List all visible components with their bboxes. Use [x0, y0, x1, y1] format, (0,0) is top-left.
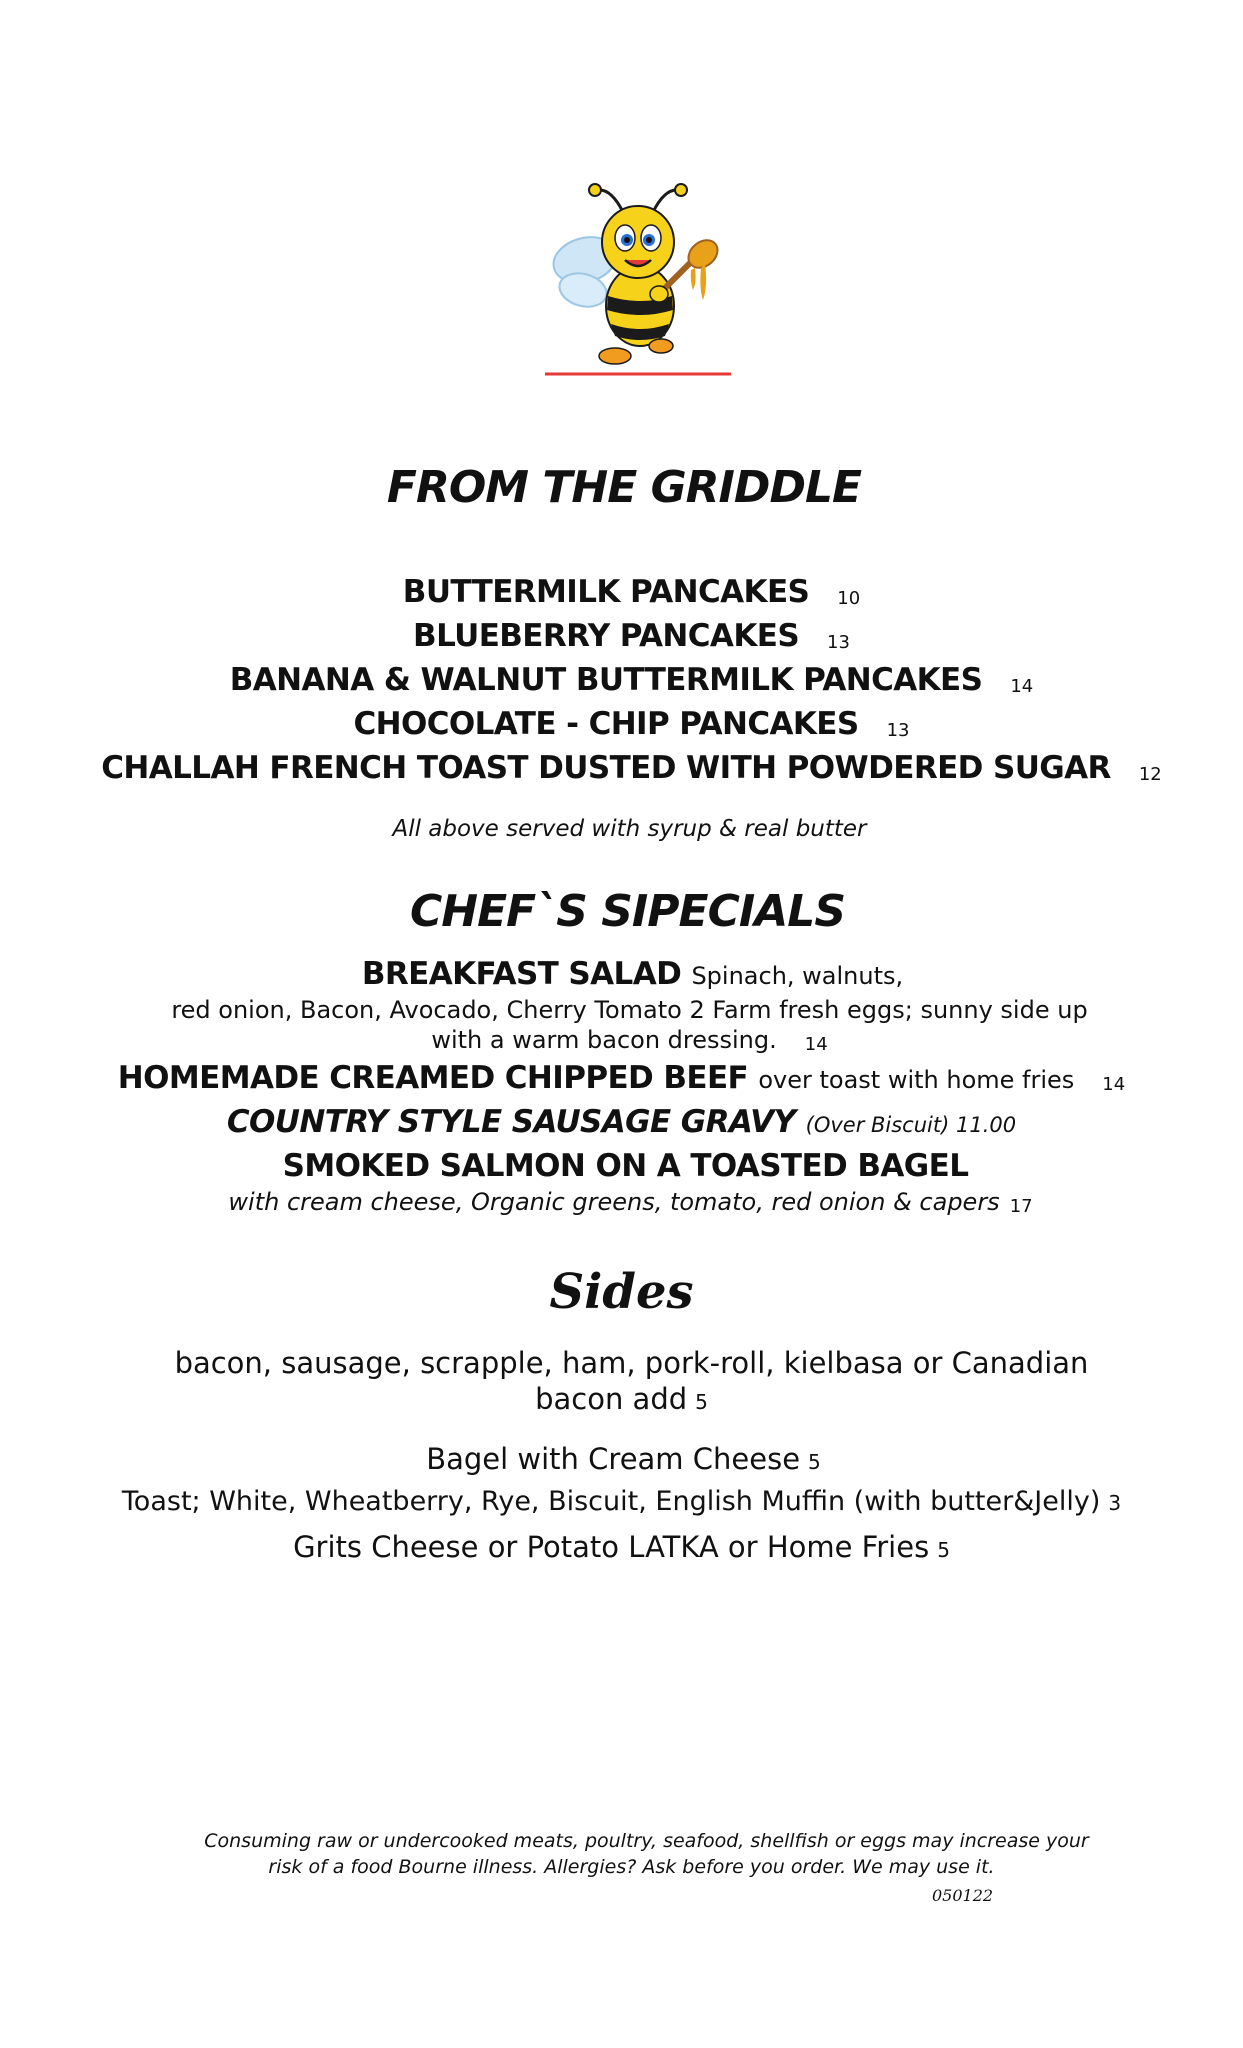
bee-pupil-dot-left [624, 237, 630, 243]
disclaimer-line: Consuming raw or undercooked meats, poultry, seafood, shellfish or eggs may increase your [204, 1830, 1089, 1852]
side-price: 5 [937, 1538, 950, 1562]
disclaimer-line: risk of a food Bourne illness. Allergies? Ask before you order. We may use it. [268, 1856, 995, 1878]
bee-antenna-tip-right [675, 184, 687, 196]
bee-hand [650, 286, 668, 302]
special-sausage-gravy [0, 1104, 1243, 1140]
special-breakfast-salad [0, 956, 1243, 992]
side-name: Grits Cheese or Potato LATKA or Home Fries [293, 1530, 930, 1564]
specials-heading: CHEF`S SIPECIALS [409, 886, 846, 937]
item-desc: Spinach, walnuts, [691, 962, 904, 990]
item-desc: with cream cheese, Organic greens, tomato, red onion & capers [228, 1188, 1000, 1216]
menu-item [0, 574, 1243, 610]
menu-code: 050122 [932, 1886, 994, 1905]
bee-logo [545, 178, 735, 378]
menu-item [0, 706, 1243, 742]
item-price: 14 [1010, 676, 1034, 697]
item-price: 14 [804, 1034, 828, 1055]
side-item [0, 1486, 1243, 1517]
menu-item [0, 618, 1243, 654]
item-name: HOMEMADE CREAMED CHIPPED BEEF [117, 1060, 749, 1096]
sides-meats-line: bacon, sausage, scrapple, ham, pork-roll, kielbasa or Canadian [174, 1346, 1089, 1380]
side-price: 5 [808, 1450, 821, 1474]
item-name: BREAKFAST SALAD [361, 956, 682, 992]
item-price: 13 [827, 632, 850, 653]
side-price: 5 [695, 1390, 708, 1414]
item-desc-line [0, 1188, 1243, 1217]
side-name: Toast; White, Wheatberry, Rye, Biscuit, English Muffin (with butter&Jelly) [121, 1486, 1101, 1517]
menu-item [0, 750, 1243, 786]
griddle-heading: FROM THE GRIDDLE [386, 462, 862, 513]
sides-heading: Sides [549, 1264, 694, 1320]
item-name: BUTTERMILK PANCAKES [402, 574, 810, 610]
griddle-note: All above served with syrup & real butter [392, 816, 867, 842]
item-price: 17 [1009, 1196, 1033, 1217]
side-name: bacon add [535, 1382, 688, 1416]
bee-foot-right [649, 339, 673, 353]
item-name: CHOCOLATE - CHIP PANCAKES [353, 706, 859, 742]
item-price: 13 [886, 720, 910, 741]
item-desc-line: red onion, Bacon, Avocado, Cherry Tomato 2 Farm fresh eggs; sunny side up [171, 996, 1088, 1024]
bee-foot-left [599, 348, 631, 364]
item-desc-line [0, 1026, 1243, 1055]
item-name: BLUEBERRY PANCAKES [413, 618, 800, 654]
side-item [0, 1530, 1243, 1564]
side-price: 3 [1108, 1491, 1122, 1515]
item-name: CHALLAH FRENCH TOAST DUSTED WITH POWDERED SUGAR [101, 750, 1111, 786]
special-smoked-salmon: SMOKED SALMON ON A TOASTED BAGEL [282, 1148, 969, 1184]
sides-meats-line [0, 1382, 1243, 1416]
bee-antenna-tip-left [589, 184, 601, 196]
special-chipped-beef [0, 1060, 1243, 1096]
honey-drip [691, 268, 696, 290]
item-name: COUNTRY STYLE SAUSAGE GRAVY [226, 1104, 796, 1140]
item-desc: with a warm bacon dressing. [431, 1026, 777, 1054]
item-desc: over toast with home fries [758, 1066, 1075, 1094]
menu-item [0, 662, 1243, 698]
item-name: BANANA & WALNUT BUTTERMILK PANCAKES [229, 662, 983, 698]
honey-drip [700, 264, 706, 300]
item-price: 10 [837, 588, 861, 609]
item-price: 12 [1138, 764, 1162, 785]
side-item [0, 1442, 1243, 1476]
side-name: Bagel with Cream Cheese [426, 1442, 801, 1476]
item-price: 14 [1102, 1074, 1126, 1095]
item-desc: (Over Biscuit) 11.00 [805, 1113, 1017, 1137]
bee-pupil-dot-right [646, 237, 652, 243]
